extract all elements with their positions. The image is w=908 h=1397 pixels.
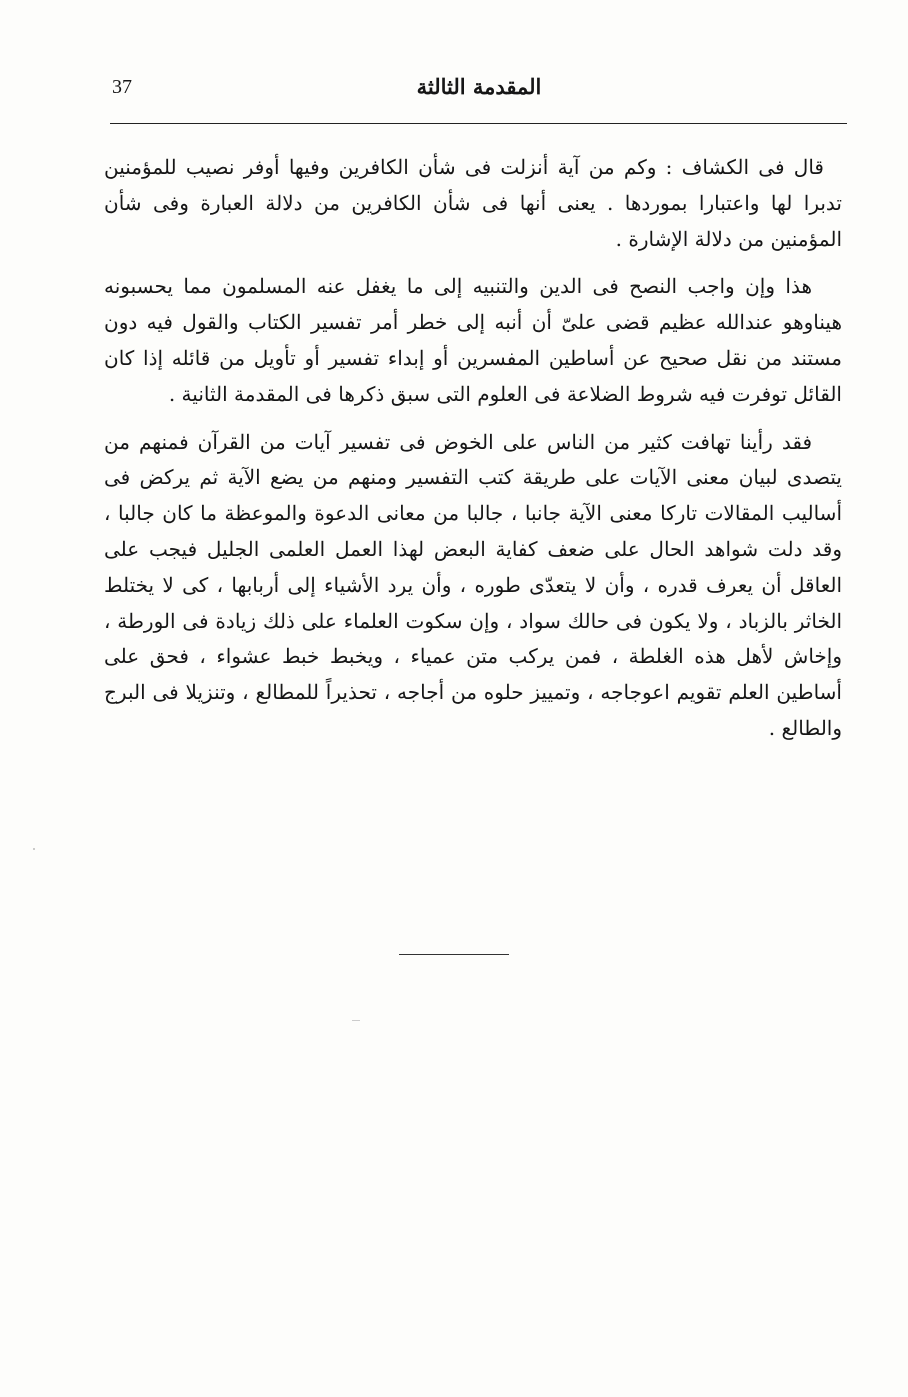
scan-speck <box>352 1020 360 1021</box>
body-text <box>104 150 842 759</box>
paragraph-observation: فقد رأينا تهافت كثير من الناس على الخوض فى تفسير آيات من القرآن فمنهم من يتصدى لبيان معنى الآيات على طريقة كتب التفسير ومنهم من يضع الآية ثم يركض فى أساليب المقالات تاركا معنى الآية جانبا ، جالبا من معانى الدعوة والموعظة ما كان جالبا ، وقد دلت شواهد الحال على ضعف كفاية البعض لهذا العمل العلمى الجليل فيجب على العاقل أن يعرف قدره ، وأن لا يتعدّى طوره ، وأن يرد الأشياء إلى أربابها ، كى لا يختلط الخاثر بالزباد ، ولا يكون فى حالك سواد ، وإن سكوت العلماء على ذلك زيادة فى الورطة ، وإخاش لأهل هذه الغلطة ، فمن يركب متن عمياء ، ويخبط خبط عشواء ، فحق على أساطين العلم تقويم اعوجاجه ، وتمييز حلوه من أجاجه ، تحذيراً للمطالع ، وتنزيلا فى البرج والطالع . <box>104 429 843 740</box>
paragraph-advice: هذا وإن واجب النصح فى الدين والتنبيه إلى ما يغفل عنه المسلمون مما يحسبونه هيناوهو عندالله عظيم قضى علىّ أن أنبه إلى خطر أمر تفسير الكتاب والقول فيه دون مستند من نقل صحيح عن أساطين المفسرين أو إبداء تفسير أو تأويل من قائله إذا كان القائل توفرت فيه شروط الضلاعة فى العلوم التى سبق ذكرها فى المقدمة الثانية . <box>104 274 842 406</box>
scan-speck <box>33 848 35 850</box>
page-number: 37 <box>112 76 132 98</box>
page-header <box>112 70 846 106</box>
running-title: المقدمة الثالثة <box>416 74 542 99</box>
section-end-rule <box>399 954 509 955</box>
header-rule <box>110 123 847 124</box>
paragraph-kashshaf-quote: قال فى الكشاف : وكم من آية أنزلت فى شأن الكافرين وفيها أوفر نصيب للمؤمنين تدبرا لها واعتبارا بموردها . يعنى أنها فى شأن الكافرين من دلالة العبارة وفى شأن المؤمنين من دلالة الإشارة . <box>104 155 842 251</box>
